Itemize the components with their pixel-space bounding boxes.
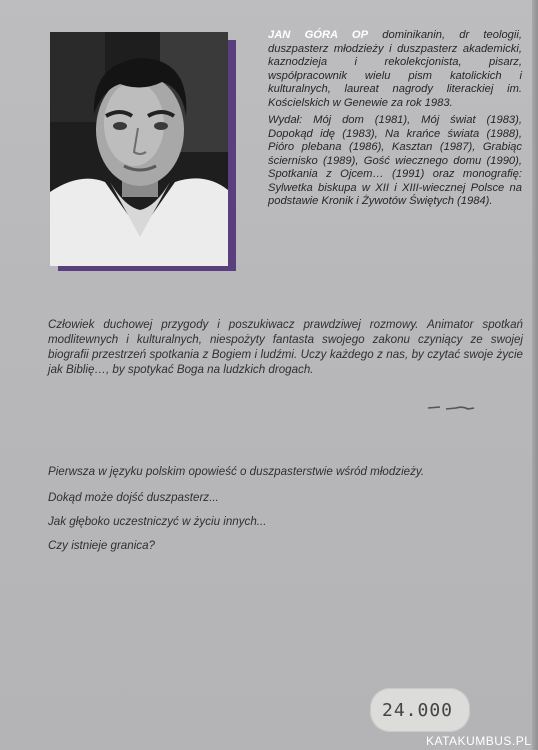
tagline-3: Jak głęboko uczestniczyć w życiu innych... (48, 515, 267, 528)
tagline-4: Czy istnieje granica? (48, 539, 155, 552)
cover-edge (532, 0, 538, 750)
bio-works: Wydał: Mój dom (1981), Mój świat (1983), Dopokąd idę (1983), Na krańce świata (1988), Pióro plebana (1986), Kasztan (1987), Grabiąc ściernisko (1989), Gość wiecznego domu (1990), Spotkania z Ojcem… (1991) oraz monografię: Sylwetka biskupa w XII i XIII-wiecznej Polsce na podstawie Kronik i Żywotów Świętych (1984). (268, 114, 522, 207)
ink-smudge (426, 403, 476, 413)
author-name: JAN GÓRA OP (268, 29, 369, 41)
watermark: KATAKUMBUS.PL (426, 734, 532, 748)
book-description: Człowiek duchowej przygody i poszukiwacz prawdziwej rozmowy. Animator spotkań modlitewnych i kulturalnych, niespożyty fantasta swojego zakonu czyniący ze swojej biografii przestrzeń spotkania z Bogiem i ludźmi. Uczy każdego z nas, by czytać swoje życie jak Biblię…, by spotykać Boga na ludzkich drogach. (48, 318, 523, 376)
tagline-1: Pierwsza w języku polskim opowieść o duszpasterstwie wśród młodzieży. (48, 465, 425, 478)
bio-intro: dominikanin, dr teologii, duszpasterz młodzieży i duszpasterz akademicki, kaznodzieja i rekolekcjonista, pisarz, współpracownik wielu pism katolickich i kulturalnych, laureat nagrody literackiej im. Kościelskich w Genewie za rok 1983. (268, 29, 522, 109)
author-bio (268, 29, 522, 213)
price-label: 24.000 (382, 700, 454, 721)
author-photo (50, 32, 228, 266)
bio-intro-paragraph (268, 29, 522, 110)
tagline-2: Dokąd może dojść duszpasterz... (48, 491, 219, 504)
